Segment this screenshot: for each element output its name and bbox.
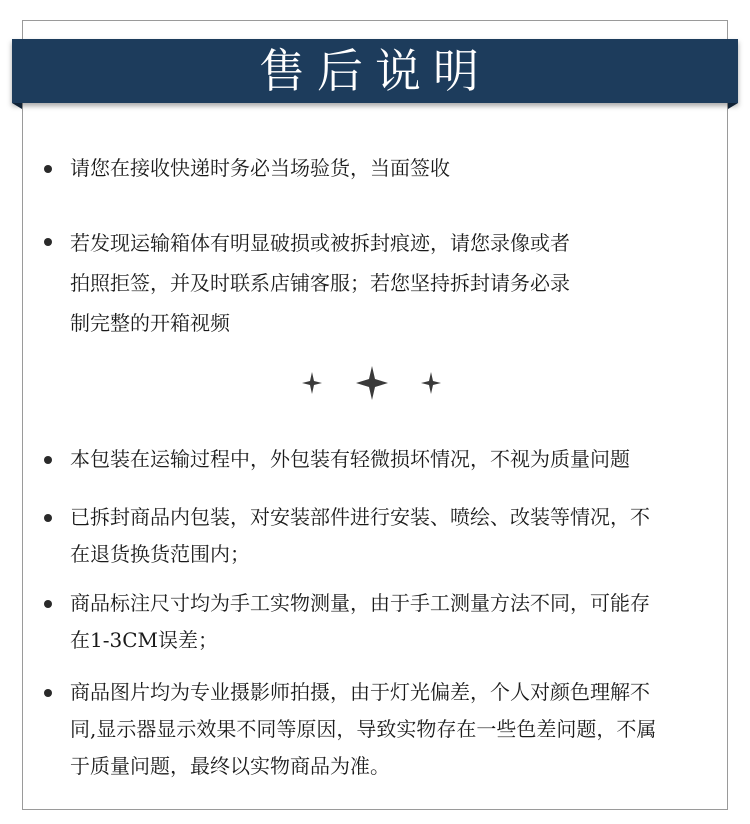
bullet-dot [44, 600, 52, 608]
list-item-line: 若发现运输箱体有明显破损或被拆封痕迹，请您录像或者 [70, 231, 570, 255]
sparkle-icon [356, 366, 388, 400]
list-item-line: 请您在接收快递时务必当场验货，当面签收 [70, 156, 450, 180]
list-item [70, 223, 700, 343]
list-item-line: 已拆封商品内包装，对安装部件进行安装、喷绘、改装等情况，不 [70, 505, 650, 529]
bullet-dot [44, 456, 52, 464]
bullet-dot [44, 165, 52, 173]
list-item-line: 在退货换货范围内； [70, 542, 250, 566]
banner-fold-left [12, 103, 22, 109]
list-item [70, 441, 700, 478]
list-item-line: 于质量问题，最终以实物商品为准。 [70, 754, 390, 778]
banner-fold-right [728, 103, 738, 109]
bullet-dot [44, 689, 52, 697]
sparkle-icon [421, 372, 441, 394]
list-item [70, 674, 700, 785]
list-item [70, 499, 700, 573]
list-item-line: 本包装在运输过程中，外包装有轻微损坏情况，不视为质量问题 [70, 447, 630, 471]
list-item-line: 拍照拒签，并及时联系店铺客服；若您坚持拆封请务必录 [70, 271, 570, 295]
page-title: 售后说明 [259, 44, 491, 98]
list-item-line: 在1-3CM误差； [70, 628, 218, 652]
title-banner [12, 39, 738, 103]
list-item [70, 150, 700, 187]
sparkle-divider [296, 362, 456, 402]
bullet-dot [44, 238, 52, 246]
sparkle-icon [302, 372, 322, 394]
list-item-line: 同,显示器显示效果不同等原因，导致实物存在一些色差问题，不属 [70, 717, 657, 741]
list-item-line: 商品标注尺寸均为手工实物测量，由于手工测量方法不同，可能存 [70, 591, 650, 615]
list-item-line: 商品图片均为专业摄影师拍摄，由于灯光偏差，个人对颜色理解不 [70, 680, 650, 704]
bullet-dot [44, 514, 52, 522]
list-item [70, 585, 700, 659]
list-item-line: 制完整的开箱视频 [70, 311, 230, 335]
